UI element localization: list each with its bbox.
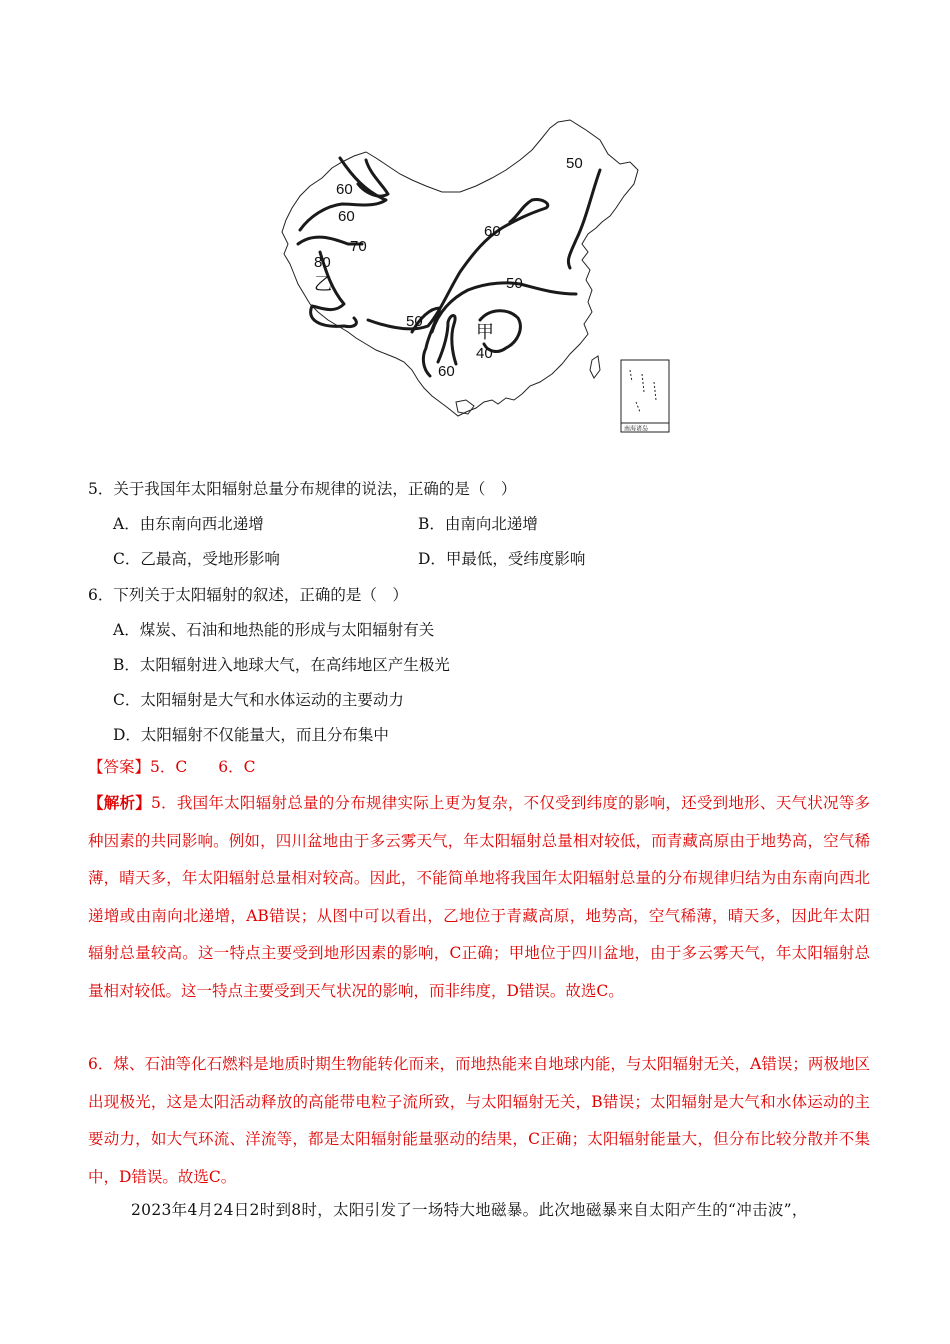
answer-line: 【答案】5．C 6．C (88, 758, 256, 776)
q6-option-d: D．太阳辐射不仅能量大，而且分布集中 (113, 726, 389, 744)
analysis-5 (88, 784, 870, 1010)
china-solar-radiation-map (270, 112, 680, 438)
label-60-northwest-1: 60 (336, 181, 353, 198)
question-5-stem: 5．关于我国年太阳辐射总量分布规律的说法，正确的是（ ） (88, 480, 517, 498)
hainan-outline (456, 400, 474, 414)
isoline-50-northeast (568, 170, 600, 268)
label-60-south: 60 (438, 363, 455, 380)
taiwan-outline (590, 356, 600, 378)
label-yi: 乙 (314, 274, 332, 294)
label-60-northwest-2: 60 (338, 208, 355, 225)
q6-option-b: B．太阳辐射进入地球大气，在高纬地区产生极光 (113, 656, 450, 674)
label-50-southwest: 50 (406, 313, 423, 330)
q6-option-a: A．煤炭、石油和地热能的形成与太阳辐射有关 (113, 621, 435, 639)
inset-caption: 南海诸岛 (624, 426, 649, 433)
label-50-central: 50 (506, 275, 523, 292)
analysis-6: 6．煤、石油等化石燃料是地质时期生物能转化而来，而地热能来自地球内能，与太阳辐射无关，A错误；两极地区出现极光，这是太阳活动释放的高能带电粒子流所致，与太阳辐射无关，B错误；太阳辐射是大气和水体运动的主要动力，如大气环流、洋流等，都是太阳辐射能量驱动的结果，C正确；太阳辐射能量大，但分布比较分散并不集中，D错误。故选C。 (88, 1055, 870, 1186)
q5-option-b: B．由南向北递增 (418, 515, 538, 533)
label-70: 70 (350, 238, 367, 255)
q5-option-d: D．甲最低，受纬度影响 (418, 550, 586, 568)
label-50-northeast: 50 (566, 155, 583, 172)
south-china-sea-inset (621, 360, 669, 432)
next-paragraph: 2023年4月24日2时到8时，太阳引发了一场特大地磁暴。此次地磁暴来自太阳产生的“冲击波”， (131, 1201, 808, 1219)
label-40: 40 (476, 345, 493, 362)
label-jia: 甲 (476, 322, 494, 342)
isoline-60-south (438, 316, 456, 365)
q5-option-c: C．乙最高，受地形影响 (113, 550, 280, 568)
label-60-central: 60 (484, 223, 501, 240)
isoline-60-northwest-inner (358, 160, 388, 196)
isoline-60-central (368, 200, 548, 329)
q5-option-a: A．由东南向西北递增 (113, 515, 264, 533)
analysis-5-text: 5．我国年太阳辐射总量的分布规律实际上更为复杂，不仅受到纬度的影响，还受到地形、天气状况等多种因素的共同影响。例如，四川盆地由于多云雾天气，年太阳辐射总量相对较低，而青藏高原由于地势高，空气稀薄，晴天多，年太阳辐射总量相对较高。因此，不能简单地将我国年太阳辐射总量的分布规律归结为由东南向西北递增或由南向北递增，AB错误；从图中可以看出，乙地位于青藏高原，地势高，空气稀薄，晴天多，因此年太阳辐射总量较高。这一特点主要受到地形因素的影响，C正确；甲地位于四川盆地，由于多云雾天气，年太阳辐射总量相对较低。这一特点主要受到天气状况的影响，而非纬度，D错误。故选C。 (88, 794, 870, 1000)
label-80: 80 (314, 254, 331, 271)
china-outline (282, 120, 638, 416)
analysis-label: 【解析】 (88, 793, 152, 812)
question-6-stem: 6．下列关于太阳辐射的叙述，正确的是（ ） (88, 586, 408, 604)
q6-option-c: C．太阳辐射是大气和水体运动的主要动力 (113, 691, 404, 709)
